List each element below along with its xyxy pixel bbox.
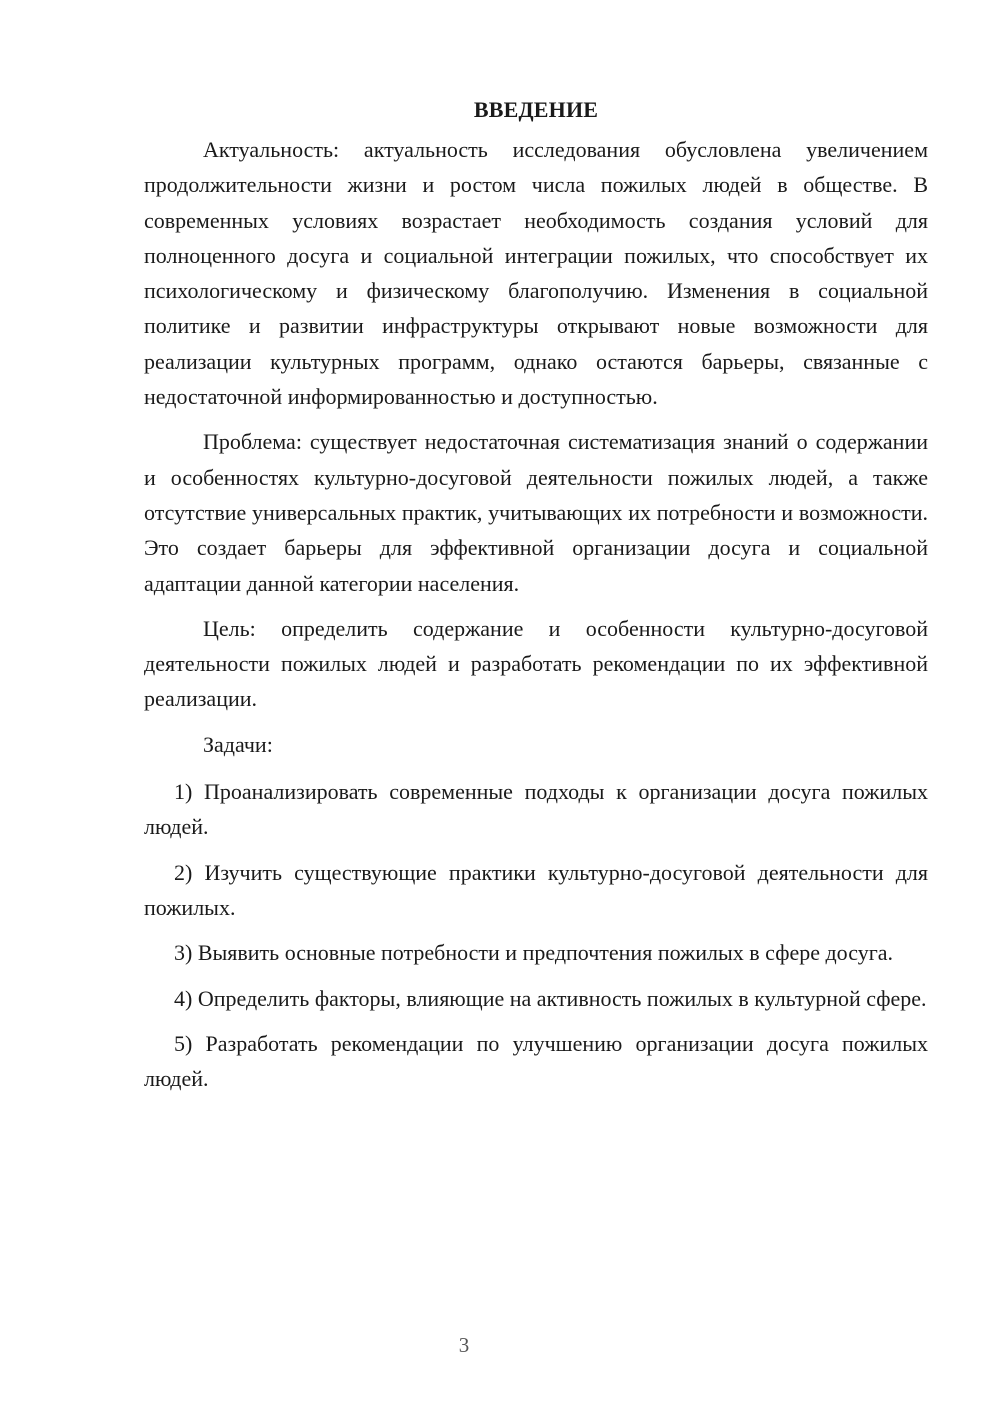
page-title: ВВЕДЕНИЕ: [473, 97, 599, 122]
tasks-list: [144, 774, 928, 1096]
relevance-paragraph: Актуальность: актуальность исследования обусловлена увеличением продолжительности жизни и ростом числа пожилых людей в обществе. В современных условиях возрастает необходимость создания условий для полноценного досуга и социальной интеграции пожилых, что способствует их психологическому и физическому благополучию. Изменения в социальной политике и развитии инфраструктуры открывают новые возможности для реализации культурных программ, однако остаются барьеры, связанные с недостаточной информированностью и доступностью.: [144, 137, 928, 410]
tasks-heading: Задачи:: [203, 731, 273, 757]
goal-paragraph: Цель: определить содержание и особенности культурно-досуговой деятельности пожилых людей и разработать рекомендации по их эффективной реализации.: [144, 615, 928, 712]
task-item-3: 3) Выявить основные потребности и предпочтения пожилых в сфере досуга.: [174, 940, 893, 966]
task-item-1: 1) Проанализировать современные подходы к организации досуга пожилых людей.: [144, 779, 928, 840]
page-number: 3: [458, 1333, 470, 1357]
document-page: [144, 92, 928, 1106]
task-item-2: 2) Изучить существующие практики культурно-досуговой деятельности для пожилых.: [144, 859, 928, 920]
problem-paragraph: Проблема: существует недостаточная систематизация знаний о содержании и особенностях культурно-досуговой деятельности пожилых людей, а также отсутствие универсальных практик, учитывающих их потребности и возможности. Это создает барьеры для эффективной организации досуга и социальной адаптации данной категории населения.: [144, 429, 928, 596]
task-item-4: 4) Определить факторы, влияющие на активность пожилых в культурной сфере.: [174, 985, 927, 1011]
task-item-5: 5) Разработать рекомендации по улучшению организации досуга пожилых людей.: [144, 1030, 928, 1092]
